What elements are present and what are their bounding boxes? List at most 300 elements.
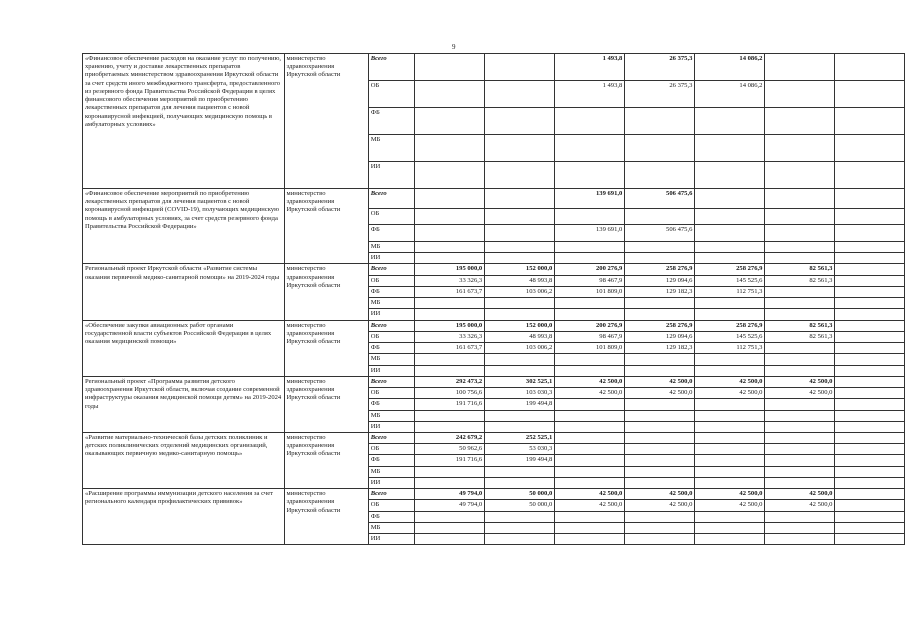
- value-cell: [415, 242, 485, 253]
- value-cell: 1 493,8: [555, 81, 625, 108]
- value-cell: [695, 108, 765, 135]
- value-cell: [765, 108, 835, 135]
- value-cell: [415, 108, 485, 135]
- value-cell: [765, 298, 835, 309]
- funding-source-cell: ОБ: [368, 331, 414, 342]
- value-cell: 42 500,0: [695, 500, 765, 511]
- value-cell: 199 494,8: [485, 399, 555, 410]
- funding-source-cell: Всего: [368, 432, 414, 443]
- value-cell: [625, 511, 695, 522]
- value-cell: [835, 489, 905, 500]
- value-cell: [765, 534, 835, 545]
- funding-source-cell: МБ: [368, 522, 414, 533]
- value-cell: [765, 225, 835, 242]
- funding-source-cell: Всего: [368, 264, 414, 275]
- funding-source-cell: МБ: [368, 410, 414, 421]
- executor-cell: министерство здравоохранения Иркутской области: [284, 432, 368, 488]
- value-cell: 42 500,0: [625, 376, 695, 387]
- value-cell: 145 525,6: [695, 331, 765, 342]
- value-cell: [835, 522, 905, 533]
- value-cell: [415, 410, 485, 421]
- value-cell: [695, 534, 765, 545]
- value-cell: [835, 432, 905, 443]
- value-cell: [485, 522, 555, 533]
- value-cell: 26 375,3: [625, 54, 695, 81]
- value-cell: 199 494,8: [485, 455, 555, 466]
- value-cell: [835, 365, 905, 376]
- value-cell: 14 086,2: [695, 81, 765, 108]
- value-cell: [485, 108, 555, 135]
- value-cell: [485, 135, 555, 162]
- value-cell: [555, 365, 625, 376]
- value-cell: 42 500,0: [765, 376, 835, 387]
- value-cell: [625, 455, 695, 466]
- value-cell: [485, 534, 555, 545]
- value-cell: 258 276,9: [625, 264, 695, 275]
- value-cell: [415, 81, 485, 108]
- value-cell: [625, 135, 695, 162]
- value-cell: [695, 421, 765, 432]
- value-cell: [625, 354, 695, 365]
- value-cell: [415, 477, 485, 488]
- value-cell: [765, 432, 835, 443]
- table-row: [83, 54, 905, 81]
- value-cell: 145 525,6: [695, 275, 765, 286]
- value-cell: [835, 331, 905, 342]
- value-cell: 53 030,3: [485, 444, 555, 455]
- value-cell: [625, 522, 695, 533]
- value-cell: [765, 421, 835, 432]
- value-cell: 42 500,0: [555, 376, 625, 387]
- value-cell: 195 000,0: [415, 264, 485, 275]
- value-cell: 42 500,0: [555, 489, 625, 500]
- value-cell: [555, 455, 625, 466]
- funding-source-cell: ОБ: [368, 275, 414, 286]
- table-row: [83, 189, 905, 209]
- value-cell: [695, 444, 765, 455]
- funding-source-cell: ИИ: [368, 309, 414, 320]
- value-cell: 42 500,0: [555, 388, 625, 399]
- value-cell: 100 756,6: [415, 388, 485, 399]
- funding-source-cell: МБ: [368, 242, 414, 253]
- value-cell: [765, 162, 835, 189]
- value-cell: [555, 477, 625, 488]
- value-cell: [555, 242, 625, 253]
- value-cell: [765, 81, 835, 108]
- activity-name-cell: Региональный проект Иркутской области «Развитие системы оказания первичной медико-санитарной помощи» на 2019-2024 годы: [83, 264, 285, 320]
- value-cell: [695, 522, 765, 533]
- value-cell: [765, 511, 835, 522]
- value-cell: 506 475,6: [625, 225, 695, 242]
- value-cell: [485, 242, 555, 253]
- value-cell: [415, 354, 485, 365]
- table-row: [83, 432, 905, 443]
- value-cell: [835, 209, 905, 225]
- value-cell: [835, 444, 905, 455]
- value-cell: [835, 108, 905, 135]
- value-cell: 82 561,3: [765, 264, 835, 275]
- value-cell: 195 000,0: [415, 320, 485, 331]
- value-cell: 98 467,9: [555, 331, 625, 342]
- funding-source-cell: ФБ: [368, 343, 414, 354]
- funding-source-cell: Всего: [368, 54, 414, 81]
- value-cell: [625, 162, 695, 189]
- value-cell: [415, 135, 485, 162]
- funding-source-cell: МБ: [368, 135, 414, 162]
- activity-name-cell: «Обеспечение закупки авиационных работ органами государственной власти субъектов Российской Федерации в целях оказания медицинской помощи»: [83, 320, 285, 376]
- executor-cell: министерство здравоохранения Иркутской области: [284, 376, 368, 432]
- value-cell: [835, 410, 905, 421]
- value-cell: [835, 298, 905, 309]
- funding-source-cell: ОБ: [368, 444, 414, 455]
- value-cell: 112 751,3: [695, 343, 765, 354]
- value-cell: 26 375,3: [625, 81, 695, 108]
- funding-source-cell: ИИ: [368, 477, 414, 488]
- value-cell: 82 561,3: [765, 275, 835, 286]
- table-row: [83, 264, 905, 275]
- value-cell: 200 276,9: [555, 264, 625, 275]
- value-cell: [485, 309, 555, 320]
- value-cell: [765, 477, 835, 488]
- value-cell: [835, 162, 905, 189]
- value-cell: 103 006,2: [485, 343, 555, 354]
- value-cell: [835, 253, 905, 264]
- value-cell: [835, 309, 905, 320]
- value-cell: [555, 354, 625, 365]
- value-cell: [695, 354, 765, 365]
- activity-name-cell: «Расширение программы иммунизации детского населения за счет регионального календаря профилактических прививок»: [83, 489, 285, 545]
- funding-source-cell: МБ: [368, 354, 414, 365]
- value-cell: 161 673,7: [415, 343, 485, 354]
- value-cell: [835, 477, 905, 488]
- value-cell: [415, 225, 485, 242]
- funding-source-cell: ИИ: [368, 162, 414, 189]
- value-cell: [835, 225, 905, 242]
- value-cell: 42 500,0: [625, 489, 695, 500]
- value-cell: [835, 534, 905, 545]
- value-cell: 42 500,0: [625, 388, 695, 399]
- value-cell: [485, 298, 555, 309]
- value-cell: 252 525,1: [485, 432, 555, 443]
- executor-cell: министерство здравоохранения Иркутской области: [284, 54, 368, 189]
- value-cell: [555, 253, 625, 264]
- value-cell: [835, 242, 905, 253]
- value-cell: [835, 264, 905, 275]
- value-cell: [835, 466, 905, 477]
- value-cell: [765, 455, 835, 466]
- funding-source-cell: Всего: [368, 189, 414, 209]
- value-cell: [415, 189, 485, 209]
- value-cell: [765, 343, 835, 354]
- value-cell: 161 673,7: [415, 286, 485, 297]
- value-cell: [415, 309, 485, 320]
- value-cell: [835, 275, 905, 286]
- value-cell: [555, 511, 625, 522]
- value-cell: [765, 354, 835, 365]
- value-cell: [485, 410, 555, 421]
- value-cell: [625, 242, 695, 253]
- value-cell: 103 006,2: [485, 286, 555, 297]
- value-cell: [765, 242, 835, 253]
- value-cell: [695, 253, 765, 264]
- value-cell: 242 679,2: [415, 432, 485, 443]
- value-cell: 191 716,6: [415, 455, 485, 466]
- funding-source-cell: ФБ: [368, 455, 414, 466]
- value-cell: 139 691,0: [555, 189, 625, 209]
- executor-cell: министерство здравоохранения Иркутской области: [284, 264, 368, 320]
- value-cell: 103 030,3: [485, 388, 555, 399]
- value-cell: [555, 162, 625, 189]
- value-cell: [485, 354, 555, 365]
- value-cell: [695, 477, 765, 488]
- value-cell: [765, 54, 835, 81]
- value-cell: [485, 189, 555, 209]
- activity-name-cell: «Финансовое обеспечение мероприятий по приобретению лекарственных препаратов для лечения пациентов с новой коронавирусной инфекцией (COVID-19), получающих медицинскую помощь в амбулаторных условиях, за счет средств резервного фонда Правительства Российской Федерации»: [83, 189, 285, 264]
- value-cell: [695, 432, 765, 443]
- value-cell: [415, 421, 485, 432]
- value-cell: 101 809,0: [555, 286, 625, 297]
- value-cell: [695, 225, 765, 242]
- funding-source-cell: ОБ: [368, 209, 414, 225]
- funding-source-cell: ОБ: [368, 388, 414, 399]
- value-cell: 82 561,3: [765, 331, 835, 342]
- value-cell: [485, 225, 555, 242]
- value-cell: 98 467,9: [555, 275, 625, 286]
- value-cell: 42 500,0: [765, 388, 835, 399]
- value-cell: [835, 286, 905, 297]
- value-cell: [765, 399, 835, 410]
- value-cell: [695, 511, 765, 522]
- funding-source-cell: ФБ: [368, 511, 414, 522]
- value-cell: [835, 511, 905, 522]
- value-cell: 33 326,3: [415, 331, 485, 342]
- executor-cell: министерство здравоохранения Иркутской области: [284, 489, 368, 545]
- value-cell: 42 500,0: [765, 500, 835, 511]
- value-cell: [415, 298, 485, 309]
- value-cell: [555, 135, 625, 162]
- value-cell: [555, 444, 625, 455]
- value-cell: [485, 511, 555, 522]
- value-cell: [555, 466, 625, 477]
- value-cell: [625, 432, 695, 443]
- value-cell: [765, 286, 835, 297]
- value-cell: 101 809,0: [555, 343, 625, 354]
- value-cell: [695, 242, 765, 253]
- funding-source-cell: ИИ: [368, 253, 414, 264]
- value-cell: [625, 108, 695, 135]
- table-row: [83, 376, 905, 387]
- value-cell: [415, 522, 485, 533]
- value-cell: [625, 309, 695, 320]
- value-cell: [625, 298, 695, 309]
- value-cell: 129 094,6: [625, 275, 695, 286]
- value-cell: 152 000,0: [485, 264, 555, 275]
- value-cell: [625, 444, 695, 455]
- table-row: [83, 320, 905, 331]
- value-cell: 48 993,8: [485, 275, 555, 286]
- funding-source-cell: ИИ: [368, 534, 414, 545]
- value-cell: 139 691,0: [555, 225, 625, 242]
- value-cell: [485, 209, 555, 225]
- value-cell: [415, 253, 485, 264]
- funding-source-cell: ОБ: [368, 500, 414, 511]
- value-cell: [415, 209, 485, 225]
- value-cell: 48 993,8: [485, 331, 555, 342]
- value-cell: [695, 455, 765, 466]
- value-cell: [485, 162, 555, 189]
- value-cell: 1 493,8: [555, 54, 625, 81]
- value-cell: [835, 388, 905, 399]
- value-cell: [555, 421, 625, 432]
- value-cell: 82 561,3: [765, 320, 835, 331]
- value-cell: [765, 466, 835, 477]
- value-cell: [625, 534, 695, 545]
- value-cell: 42 500,0: [695, 376, 765, 387]
- value-cell: 292 473,2: [415, 376, 485, 387]
- value-cell: [835, 399, 905, 410]
- value-cell: [835, 500, 905, 511]
- funding-source-cell: ОБ: [368, 81, 414, 108]
- value-cell: 129 094,6: [625, 331, 695, 342]
- value-cell: [625, 253, 695, 264]
- funding-source-cell: МБ: [368, 298, 414, 309]
- value-cell: [695, 162, 765, 189]
- value-cell: [485, 365, 555, 376]
- value-cell: [555, 432, 625, 443]
- value-cell: [555, 209, 625, 225]
- value-cell: [625, 466, 695, 477]
- value-cell: 49 794,0: [415, 489, 485, 500]
- value-cell: [485, 253, 555, 264]
- value-cell: [415, 534, 485, 545]
- funding-source-cell: ФБ: [368, 399, 414, 410]
- value-cell: [695, 189, 765, 209]
- value-cell: [555, 410, 625, 421]
- value-cell: [415, 466, 485, 477]
- value-cell: [555, 399, 625, 410]
- value-cell: [485, 466, 555, 477]
- value-cell: [835, 343, 905, 354]
- activity-name-cell: «Развитие материально-технической базы детских поликлиник и детских поликлинических отделений медицинских организаций, оказывающих первичную медико-санитарную помощь»: [83, 432, 285, 488]
- value-cell: [695, 410, 765, 421]
- financing-table: [82, 53, 905, 545]
- value-cell: [765, 135, 835, 162]
- value-cell: 258 276,9: [695, 320, 765, 331]
- value-cell: 129 182,3: [625, 343, 695, 354]
- value-cell: 42 500,0: [765, 489, 835, 500]
- value-cell: [625, 365, 695, 376]
- value-cell: [765, 365, 835, 376]
- funding-source-cell: МБ: [368, 466, 414, 477]
- table-row: [83, 489, 905, 500]
- value-cell: [485, 54, 555, 81]
- executor-cell: министерство здравоохранения Иркутской области: [284, 189, 368, 264]
- value-cell: [555, 534, 625, 545]
- value-cell: [835, 189, 905, 209]
- value-cell: [625, 477, 695, 488]
- value-cell: 129 182,3: [625, 286, 695, 297]
- value-cell: 42 500,0: [555, 500, 625, 511]
- value-cell: [695, 466, 765, 477]
- value-cell: [835, 354, 905, 365]
- funding-source-cell: ИИ: [368, 421, 414, 432]
- value-cell: 42 500,0: [695, 388, 765, 399]
- value-cell: 42 500,0: [695, 489, 765, 500]
- value-cell: 50 962,6: [415, 444, 485, 455]
- value-cell: [695, 209, 765, 225]
- value-cell: [415, 162, 485, 189]
- value-cell: 42 500,0: [625, 500, 695, 511]
- executor-cell: министерство здравоохранения Иркутской области: [284, 320, 368, 376]
- value-cell: [485, 421, 555, 432]
- page-number: 9: [452, 43, 456, 51]
- activity-name-cell: «Финансовое обеспечение расходов на оказание услуг по получению, хранению, учету и доставке лекарственных препаратов приобретаемых министерством здравоохранения Иркутской области за счет средств иного межбюджетного трансферта, предоставленного из резервного фонда Правительства Российской Федерации в целях финансового обеспечения мероприятий по приобретению лекарственных препаратов для лечения пациентов с новой коронавирусной инфекцией, получающих медицинскую помощь в амбулаторных условиях»: [83, 54, 285, 189]
- value-cell: 50 000,0: [485, 500, 555, 511]
- funding-source-cell: ФБ: [368, 286, 414, 297]
- value-cell: [835, 376, 905, 387]
- value-cell: [555, 309, 625, 320]
- value-cell: 302 525,1: [485, 376, 555, 387]
- funding-source-cell: ФБ: [368, 225, 414, 242]
- value-cell: 152 000,0: [485, 320, 555, 331]
- value-cell: 191 716,6: [415, 399, 485, 410]
- funding-source-cell: Всего: [368, 489, 414, 500]
- value-cell: [695, 135, 765, 162]
- value-cell: [835, 81, 905, 108]
- value-cell: [835, 135, 905, 162]
- value-cell: [695, 298, 765, 309]
- value-cell: [555, 108, 625, 135]
- value-cell: [835, 54, 905, 81]
- value-cell: [415, 54, 485, 81]
- value-cell: [835, 421, 905, 432]
- value-cell: 49 794,0: [415, 500, 485, 511]
- value-cell: [625, 410, 695, 421]
- funding-source-cell: Всего: [368, 376, 414, 387]
- value-cell: [765, 309, 835, 320]
- value-cell: 14 086,2: [695, 54, 765, 81]
- value-cell: [625, 421, 695, 432]
- value-cell: [485, 477, 555, 488]
- value-cell: 200 276,9: [555, 320, 625, 331]
- value-cell: [625, 399, 695, 410]
- value-cell: [765, 253, 835, 264]
- value-cell: [415, 511, 485, 522]
- value-cell: [555, 298, 625, 309]
- value-cell: [765, 209, 835, 225]
- funding-source-cell: ФБ: [368, 108, 414, 135]
- funding-source-cell: ИИ: [368, 365, 414, 376]
- value-cell: [695, 399, 765, 410]
- value-cell: [695, 365, 765, 376]
- activity-name-cell: Региональный проект «Программа развития детского здравоохранения Иркутской области, включая создание современной инфраструктуры оказания медицинской помощи детям» на 2019-2024 годы: [83, 376, 285, 432]
- value-cell: [625, 209, 695, 225]
- value-cell: [765, 522, 835, 533]
- value-cell: [835, 320, 905, 331]
- value-cell: [415, 365, 485, 376]
- value-cell: [485, 81, 555, 108]
- value-cell: [555, 522, 625, 533]
- value-cell: [695, 309, 765, 320]
- value-cell: 33 326,3: [415, 275, 485, 286]
- value-cell: 50 000,0: [485, 489, 555, 500]
- value-cell: [765, 444, 835, 455]
- value-cell: [835, 455, 905, 466]
- value-cell: 258 276,9: [625, 320, 695, 331]
- funding-source-cell: Всего: [368, 320, 414, 331]
- value-cell: 112 751,3: [695, 286, 765, 297]
- value-cell: [765, 189, 835, 209]
